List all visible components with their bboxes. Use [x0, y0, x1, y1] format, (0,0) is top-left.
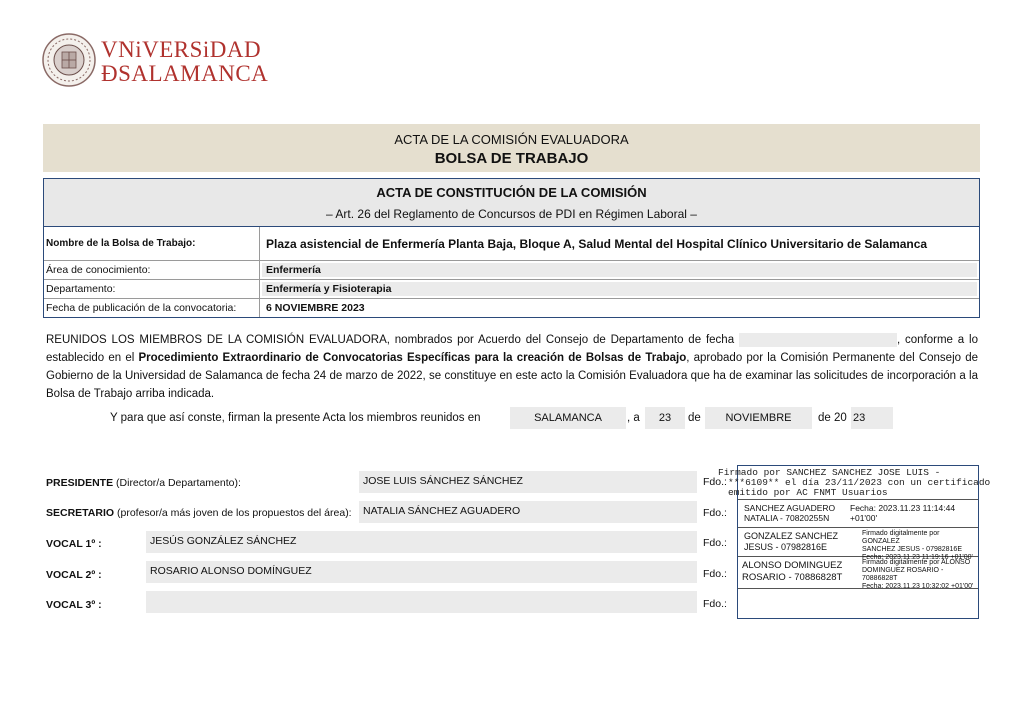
info-table — [43, 227, 980, 318]
signature-detail-line: Firmado digitalmente por ALONSO — [862, 559, 971, 566]
member-note: (profesor/a más joven de los propuestos del área): — [114, 507, 352, 519]
info-value: Plaza asistencial de Enfermería Planta Baja, Bloque A, Salud Mental del Hospital Clínico Universitario de Salamanca — [262, 229, 977, 258]
sign-a: , a — [627, 412, 640, 424]
member-name-field[interactable]: ROSARIO ALONSO DOMÍNGUEZ — [146, 561, 697, 583]
member-name-field[interactable]: JOSE LUIS SÁNCHEZ SÁNCHEZ — [359, 471, 697, 493]
signature-detail-line: SANCHEZ JESUS - 07982816E — [862, 546, 962, 553]
signature-stamp-line: Firmado por SANCHEZ SANCHEZ JOSE LUIS - — [718, 467, 941, 478]
member-label-vocal-2 — [46, 569, 102, 581]
university-logo-text — [101, 38, 268, 86]
signature-divider — [738, 499, 978, 500]
constitution-article: – Art. 26 del Reglamento de Concursos de PDI en Régimen Laboral – — [326, 207, 697, 221]
signature-divider — [738, 527, 978, 528]
signature-stamp-line: ***6109** el día 23/11/2023 con un certificado — [728, 477, 991, 488]
info-row-departamento — [44, 279, 979, 298]
paragraph-text-2: , conforme a lo establecido en el — [46, 334, 978, 364]
sign-de-20: de 20 — [818, 412, 847, 424]
signature-detail-line: Firmado digitalmente por GONZALEZ — [862, 530, 940, 545]
logo-line-2: ÐSALAMANCA — [101, 61, 269, 86]
month-field[interactable]: NOVIEMBRE — [705, 407, 812, 429]
fdo-label: Fdo.: — [703, 568, 727, 580]
signer-name: SANCHEZ AGUADERO NATALIA - 70820255N — [744, 503, 836, 523]
university-seal-icon — [42, 33, 96, 87]
member-label-secretario — [46, 507, 352, 519]
member-label-vocal-1 — [46, 538, 102, 550]
member-note: (Director/a Departamento): — [113, 477, 241, 489]
info-row-area — [44, 260, 979, 279]
member-label-vocal-3 — [46, 599, 102, 611]
member-name-field[interactable] — [146, 591, 697, 613]
year-field[interactable]: 23 — [851, 407, 893, 429]
info-label: Departamento: — [44, 280, 260, 298]
signer-name: GONZALEZ SANCHEZ JESUS - 07982816E — [744, 531, 839, 552]
member-role: VOCAL 1º : — [46, 538, 102, 550]
fdo-label: Fdo.: — [703, 507, 727, 519]
logo-line-1: VNiVERSiDAD — [101, 37, 262, 62]
signature-detail-line: DOMINGUEZ ROSARIO - 70886828T — [862, 567, 944, 582]
fdo-label: Fdo.: — [703, 476, 727, 488]
info-label: Nombre de la Bolsa de Trabajo: — [44, 227, 260, 260]
info-label: Área de conocimiento: — [44, 261, 260, 279]
signer-name: ALONSO DOMINGUEZ ROSARIO - 70886828T — [742, 560, 843, 583]
body-paragraph — [46, 331, 978, 403]
member-role: VOCAL 3º : — [46, 599, 102, 611]
member-name-field[interactable]: NATALIA SÁNCHEZ AGUADERO — [359, 501, 697, 523]
signature-detail-line: Fecha: 2023.11.23 10:32:02 +01'00' — [862, 583, 974, 590]
info-row-fecha — [44, 298, 979, 317]
paragraph-text-1: REUNIDOS LOS MIEMBROS DE LA COMISIÓN EVALUADORA, nombrados por Acuerdo del Consejo de Departamento de fecha — [46, 334, 735, 346]
header-title: BOLSA DE TRABAJO — [434, 150, 589, 167]
signature-stamp-line: emitido por AC FNMT Usuarios — [728, 487, 888, 498]
info-value: 6 NOVIEMBRE 2023 — [262, 301, 977, 315]
member-role: PRESIDENTE — [46, 477, 114, 489]
paragraph-procedure: Procedimiento Extraordinario de Convocatorias Específicas para la creación de Bolsas de Trabajo — [138, 352, 687, 364]
signature-detail — [862, 559, 977, 591]
constitution-title: ACTA DE CONSTITUCIÓN DE LA COMISIÓN — [376, 185, 647, 200]
info-row-bolsa — [44, 227, 979, 260]
day-field[interactable]: 23 — [645, 407, 685, 429]
fdo-label: Fdo.: — [703, 537, 727, 549]
city-field[interactable]: SALAMANCA — [510, 407, 626, 429]
member-role: SECRETARIO — [46, 507, 115, 519]
sign-text: Y para que así conste, firman la presente Acta los miembros reunidos en — [110, 412, 481, 424]
paragraph-text-4: , aprobado por la Comisión Permanente del Consejo de Gobierno de la Universidad de Salamanca de fecha 24 de marzo de 2022, se constituye en este acto la Comisión Evaluadora que ha de examinar las solicitudes de incorporación a la Bolsa de Trabajo arriba indicada. — [46, 352, 978, 400]
date-blank-field[interactable] — [739, 333, 897, 347]
signature-date: Fecha: 2023.11.23 11:14:44 +01'00' — [850, 503, 956, 523]
sign-de: de — [688, 412, 701, 424]
info-label: Fecha de publicación de la convocatoria: — [44, 299, 260, 317]
header-subtitle: ACTA DE LA COMISIÓN EVALUADORA — [394, 132, 629, 147]
member-label-presidente — [46, 477, 241, 489]
info-value: Enfermería y Fisioterapia — [262, 282, 977, 296]
member-name-field[interactable]: JESÚS GONZÁLEZ SÁNCHEZ — [146, 531, 697, 553]
signature-detail — [862, 530, 977, 562]
signature-stamp-presidente — [718, 468, 1018, 498]
constitution-box — [43, 178, 980, 227]
signature-detail-line: Fecha: 2023.11.23 11:19:16 +01'00' — [862, 554, 973, 561]
fdo-label: Fdo.: — [703, 598, 727, 610]
document-header — [43, 124, 980, 172]
info-value: Enfermería — [262, 263, 977, 277]
member-role: VOCAL 2º : — [46, 569, 102, 581]
